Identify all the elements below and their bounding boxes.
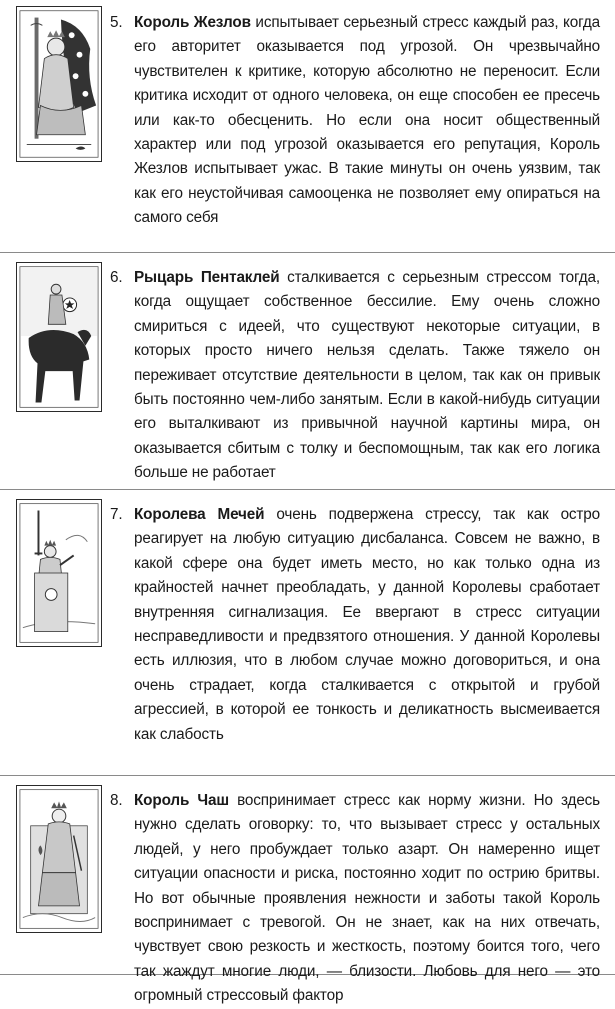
entry-knight-of-pentacles [0, 252, 615, 489]
card-name: Король Чаш [134, 792, 229, 809]
entry-text [110, 789, 600, 1009]
entry-number: 5. [110, 14, 123, 31]
card-name: Король Жезлов [134, 14, 251, 31]
king-of-cups-card-icon [16, 785, 102, 933]
king-of-wands-card-icon [16, 6, 102, 162]
card-name: Королева Мечей [134, 506, 265, 523]
entry-description: воспринимает стресс как норму жизни. Но здесь нужно сделать оговорку: то, что вызывает стресс у остальных людей, у него пробуждает только азарт. Он намеренно ищет ситуации опасности и риска, постоянно ходит по острию бритвы. Но вот обычные проявления нежности и заботы такой Король воспринимает с тревогой. Он не знает, как на них отвечать, чувствует свою резкость и жесткость, поэтому боится того, чего так жаждут многие люди, — близости. Любовь для него — это огромный стрессовый фактор [134, 792, 600, 1005]
entry-description: испытывает серьезный стресс каждый раз, когда его авторитет оказывается под угрозой. Он чрезвычайно чувствителен к критике, которую абсолютно не переносит. Если критика исходит от одного человека, он еще способен ее пресечь или как-то обесценить. Но если она носит общественный характер или под угрозой оказывается его репутация, Король Жезлов испытывает ужас. В такие минуты он очень уязвим, так как его неустойчивая самооценка не позволяет ему опираться на самого себя [134, 14, 600, 227]
entry-number: 8. [110, 792, 123, 809]
entry-king-of-wands [0, 0, 615, 252]
entry-number: 6. [110, 269, 123, 286]
queen-of-swords-card-icon [16, 499, 102, 647]
card-name: Рыцарь Пентаклей [134, 269, 280, 286]
knight-of-pentacles-card-icon [16, 262, 102, 412]
entry-description: очень подвержена стрессу, так как остро реагирует на любую ситуацию дисбаланса. Совсем не важно, в какой сфере она будет иметь место, но как только одна из крайностей начнет преобладать, у данной Королевы сработает внутренняя сигнализация. Ее ввергают в стресс ситуации несправедливости и предвзятого отношения. У данной Королевы есть иллюзия, что в любом случае можно договориться, и она очень страдает, когда сталкивается с открытой и грубой агрессией, в которой ее тонкость и деликатность высмеивается как слабость [134, 506, 600, 743]
entry-text [110, 503, 600, 747]
entry-description: сталкивается с серьезным стрессом тогда, когда ощущает собственное бессилие. Ему очень сложно смириться с идеей, что существуют некоторые ситуации, в которых просто ничего нельзя сделать. Также тяжело он переживает отсутствие деятельности в целом, так как он привык быть постоянно чем-либо занятым. Если в какой-нибудь ситуации его выталкивают из привычной научной картины мира, он оказывается сбитым с толку и беспомощным, так как его логика больше не работает [134, 269, 600, 482]
entry-text [110, 11, 600, 231]
entry-queen-of-swords [0, 489, 615, 775]
entry-text [110, 266, 600, 486]
entry-number: 7. [110, 506, 123, 523]
entry-king-of-cups [0, 775, 615, 1005]
